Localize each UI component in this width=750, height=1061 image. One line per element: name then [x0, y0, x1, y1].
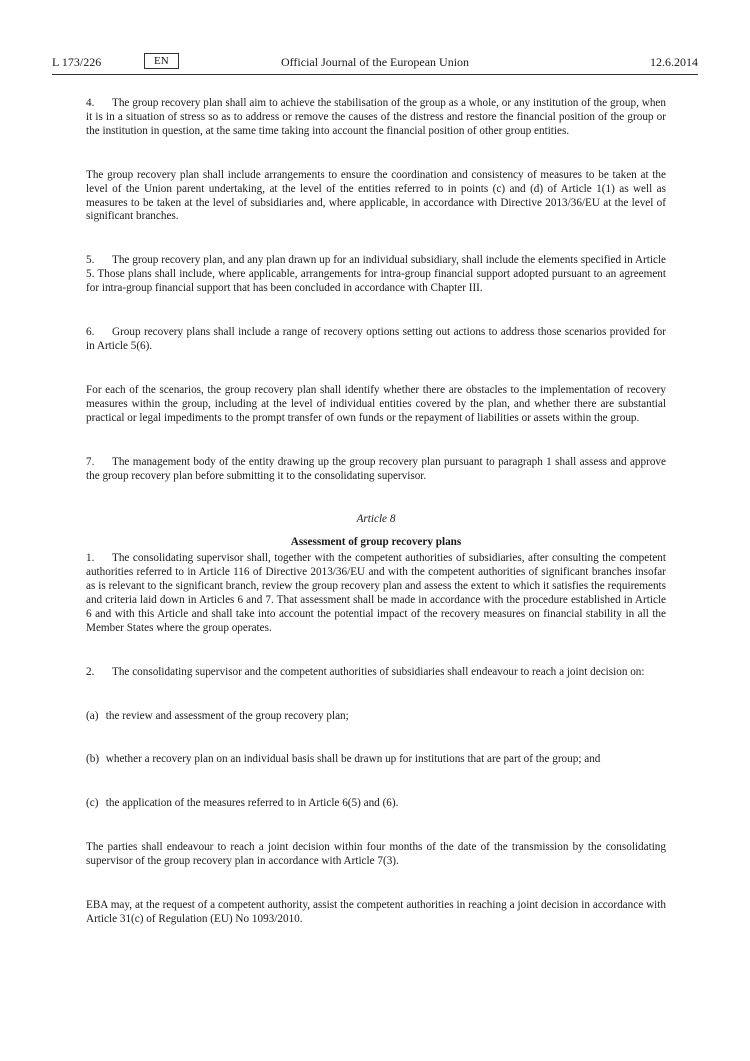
list-item-c — [86, 797, 666, 811]
article-8-paragraph-2-continuation: The parties shall endeavour to reach a joint decision within four months of the date of the transmission by the consolidating supervisor of the group recovery plan in accordance with Article 7(3). — [86, 841, 666, 868]
paragraph-text: The consolidating supervisor shall, together with the competent authorities of subsidiaries, after consulting the competent authorities referred to in Article 116 of Directive 2013/36/EU and with the competent authorities of significant branches insofar as is relevant to the significant branch, review the group recovery plan and assess the extent to which it satisfies the requirements and criteria laid down in Articles 6 and 7. That assessment shall be made in accordance with the procedure established in Article 6 and with this Article and shall take into account the potential impact of the recovery measures on financial stability in all the Member States where the group operates. — [86, 552, 666, 634]
article-8-paragraph-1 — [86, 552, 666, 635]
item-text: the review and assessment of the group recovery plan; — [105, 709, 349, 722]
paragraph-text: Group recovery plans shall include a range of recovery options setting out actions to address those scenarios provided for in Article 5(6). — [86, 326, 666, 352]
paragraph-6 — [86, 326, 666, 354]
paragraph-number: 7. — [86, 455, 95, 468]
paragraph-number: 2. — [86, 665, 95, 678]
journal-reference: L 173/226 — [52, 55, 102, 69]
paragraph-number: 1. — [86, 552, 95, 565]
paragraph-text: The management body of the entity drawing up the group recovery plan pursuant to paragraph 1 shall assess and approve the group recovery plan before submitting it to the consolidating supervisor. — [86, 455, 666, 482]
paragraph-text: The group recovery plan shall aim to achieve the stabilisation of the group as a whole, or any institution of the group, when it is in a situation of stress so as to address or remove the causes of the distress and restore the financial position of the group or the institution in question, at the same time taking into account the financial position of other group entities. — [86, 97, 666, 137]
list-item-b — [86, 753, 666, 767]
item-letter: (a) — [86, 709, 99, 722]
paragraph-6-continuation: For each of the scenarios, the group recovery plan shall identify whether there are obstacles to the implementation of recovery measures within the group, including at the level of individual entities covered by the plan, and whether there are substantial practical or legal impediments to the prompt transfer of own funds or the repayment of liabilities or assets within the group. — [86, 383, 666, 424]
list-item-a — [86, 710, 666, 724]
item-text: whether a recovery plan on an individual basis shall be drawn up for institutions that are part of the group; and — [105, 753, 601, 766]
paragraph-number: 6. — [86, 326, 95, 339]
paragraph-text: The consolidating supervisor and the competent authorities of subsidiaries shall endeavour to reach a joint decision on: — [112, 665, 645, 678]
article-8-eba-paragraph: EBA may, at the request of a competent authority, assist the competent authorities in reaching a joint decision in accordance with Article 31(c) of Regulation (EU) No 1093/2010. — [86, 899, 666, 925]
publication-date: 12.6.2014 — [650, 55, 698, 69]
item-letter: (c) — [86, 797, 99, 810]
paragraph-number: 5. — [86, 254, 95, 267]
article-title: Assessment of group recovery plans — [290, 536, 462, 549]
item-text: the application of the measures referred to in Article 6(5) and (6). — [105, 797, 399, 810]
paragraph-4 — [86, 97, 666, 139]
paragraph-number: 4. — [86, 97, 95, 109]
document-body — [86, 97, 666, 927]
journal-title: Official Journal of the European Union — [280, 55, 470, 69]
article-8-paragraph-2 — [86, 666, 666, 680]
paragraph-4-continuation: The group recovery plan shall include arrangements to ensure the coordination and consistency of measures to be taken at the level of the Union parent undertaking, at the level of the entities referred to in points (c) and (d) of Article 1(1) as well as measures to be taken at the level of subsidiaries and, where applicable, in accordance with Directive 2013/36/EU at the level of significant branches. — [86, 168, 666, 223]
language-badge: EN — [144, 53, 179, 69]
paragraph-text: The group recovery plan, and any plan drawn up for an individual subsidiary, shall include the elements specified in Article 5. Those plans shall include, where applicable, arrangements for intra-group financial support adopted pursuant to an agreement for intra-group financial support that has been concluded in accordance with Chapter III. — [86, 254, 666, 295]
article-number: Article 8 — [356, 513, 396, 526]
paragraph-5 — [86, 254, 666, 296]
page-header — [52, 52, 698, 75]
paragraph-7 — [86, 456, 666, 484]
item-letter: (b) — [86, 753, 100, 766]
